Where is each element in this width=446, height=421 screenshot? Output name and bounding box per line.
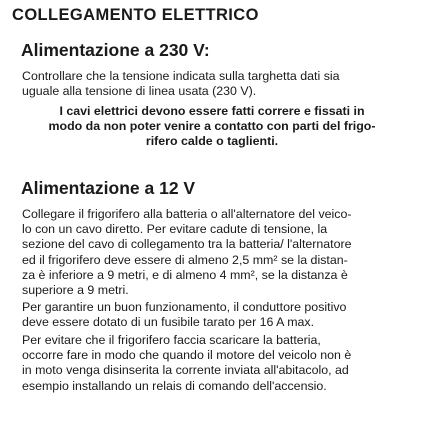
text-line: Collegare il frigorifero alla batteria o all'alternatore del veico- [22, 207, 352, 221]
text-line: in moto venga disinserita la corrente inviata all'abitacolo, ad [22, 363, 349, 378]
text-line: Per garantire un buon funzionamento, il conduttore positivo [22, 300, 347, 314]
paragraph-fuse [22, 300, 346, 330]
section-heading-12v: Alimentazione a 12 V [21, 178, 196, 198]
paragraph-cable-connection [22, 207, 352, 298]
text-line: ed il frigorifero deve essere di almeno 2,5 mm² se la distan- [22, 252, 348, 267]
intro-paragraph-230v [22, 69, 340, 99]
section-heading-230v: Alimentazione a 230 V: [21, 40, 210, 60]
text-line: occorre fare in modo che quando il motore del veicolo non è [22, 348, 352, 363]
paragraph-battery-drain [22, 333, 351, 394]
warning-paragraph [22, 104, 402, 150]
text-line: za è inferiore a 9 metri, e di almeno 4 mm², se la distanza è [22, 267, 348, 282]
text-line: lo con un cavo diretto. Per evitare cadute di tensione, la [22, 222, 328, 237]
text-line: rifero calde o taglienti. [145, 134, 279, 149]
text-line: Per evitare che il frigorifero faccia scaricare la batteria, [22, 333, 321, 347]
text-line: sezione del cavo di collegamento tra la batteria/ l'alternatore [22, 237, 352, 252]
text-line: Controllare che la tensione indicata sulla targhetta dati sia [22, 69, 340, 83]
text-line: esempio installando un relais di comando dell'accensio. [22, 378, 327, 393]
text-line: deve essere dotato di un fusibile tarato per 16 A max. [22, 315, 315, 330]
text-line: uguale alla tensione di linea usata (230 V). [22, 84, 257, 99]
text-line: modo da non poter venire a contatto con parti del frigo- [48, 119, 376, 134]
text-line: I cavi elettrici devono essere fatti correre e fissati in [59, 104, 365, 118]
page-title: COLLEGAMENTO ELETTRICO [12, 6, 259, 24]
text-line: superiore a 9 metri. [22, 283, 129, 298]
